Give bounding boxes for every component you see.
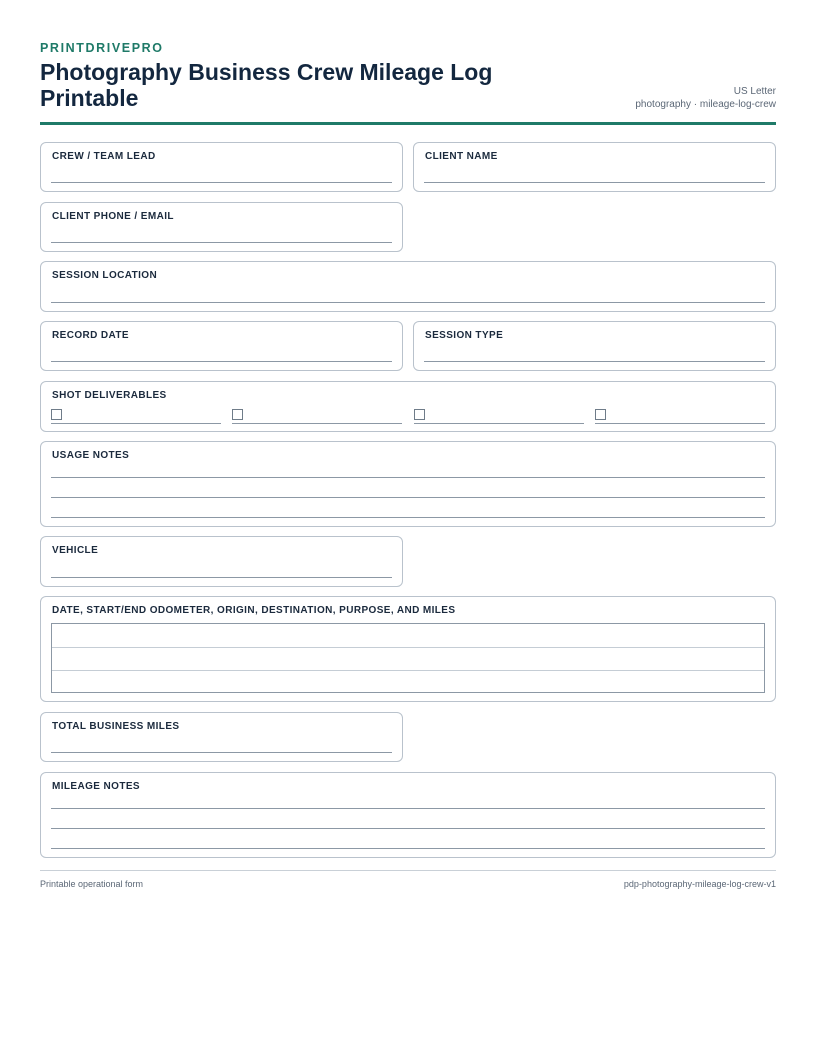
write-line[interactable] <box>424 182 765 183</box>
mileage-notes-field[interactable] <box>40 772 776 858</box>
field-label: SHOT DELIVERABLES <box>52 390 167 401</box>
vehicle-field[interactable] <box>40 536 403 587</box>
write-line[interactable] <box>51 497 765 498</box>
checkbox[interactable] <box>595 409 606 420</box>
field-label: DATE, START/END ODOMETER, ORIGIN, DESTINATION, PURPOSE, AND MILES <box>52 605 456 616</box>
checkbox-option[interactable] <box>51 408 221 424</box>
session-type-field[interactable] <box>413 321 776 371</box>
page-title: Photography Business Crew Mileage Log Printable <box>40 59 493 111</box>
checkbox-option[interactable] <box>595 408 765 424</box>
write-line[interactable] <box>424 361 765 362</box>
checkbox[interactable] <box>51 409 62 420</box>
field-label: CREW / TEAM LEAD <box>52 151 156 162</box>
write-line[interactable] <box>51 302 765 303</box>
client-contact-field[interactable] <box>40 202 403 252</box>
field-label: RECORD DATE <box>52 330 129 341</box>
field-label: SESSION TYPE <box>425 330 504 341</box>
field-label: USAGE NOTES <box>52 450 130 461</box>
write-line[interactable] <box>51 242 392 243</box>
table-row-divider <box>52 647 764 648</box>
form-tags: photography · mileage-log-crew <box>635 99 776 110</box>
record-date-field[interactable] <box>40 321 403 371</box>
write-line[interactable] <box>51 182 392 183</box>
field-label: VEHICLE <box>52 545 99 556</box>
session-location-field[interactable] <box>40 261 776 312</box>
checkbox[interactable] <box>414 409 425 420</box>
write-line[interactable] <box>51 517 765 518</box>
shot-deliverables-field <box>40 381 776 432</box>
footer-form-id: pdp-photography-mileage-log-crew-v1 <box>623 879 776 889</box>
footer-rule <box>40 870 776 871</box>
checkbox[interactable] <box>232 409 243 420</box>
paper-size: US Letter <box>733 86 776 97</box>
write-line[interactable] <box>51 361 392 362</box>
checkbox-option[interactable] <box>414 408 584 424</box>
trip-log-table[interactable] <box>51 623 765 693</box>
header-meta <box>635 85 776 111</box>
brand-name: PRINTDRIVEPRO <box>40 41 164 55</box>
field-label: TOTAL BUSINESS MILES <box>52 721 180 732</box>
total-miles-field[interactable] <box>40 712 403 762</box>
header-rule <box>40 122 776 125</box>
client-name-field[interactable] <box>413 142 776 192</box>
crew-lead-field[interactable] <box>40 142 403 192</box>
usage-notes-field[interactable] <box>40 441 776 527</box>
checkbox-option[interactable] <box>232 408 402 424</box>
field-label: CLIENT NAME <box>425 151 498 162</box>
footer-description: Printable operational form <box>40 879 144 889</box>
field-label: MILEAGE NOTES <box>52 781 140 792</box>
field-label: CLIENT PHONE / EMAIL <box>52 211 174 222</box>
field-label: SESSION LOCATION <box>52 270 158 281</box>
write-line[interactable] <box>51 828 765 829</box>
table-row-divider <box>52 670 764 671</box>
trip-log-field <box>40 596 776 702</box>
write-line[interactable] <box>51 848 765 849</box>
write-line[interactable] <box>51 808 765 809</box>
write-line[interactable] <box>51 752 392 753</box>
write-line[interactable] <box>51 577 392 578</box>
write-line[interactable] <box>51 477 765 478</box>
checkbox-row <box>51 408 765 424</box>
